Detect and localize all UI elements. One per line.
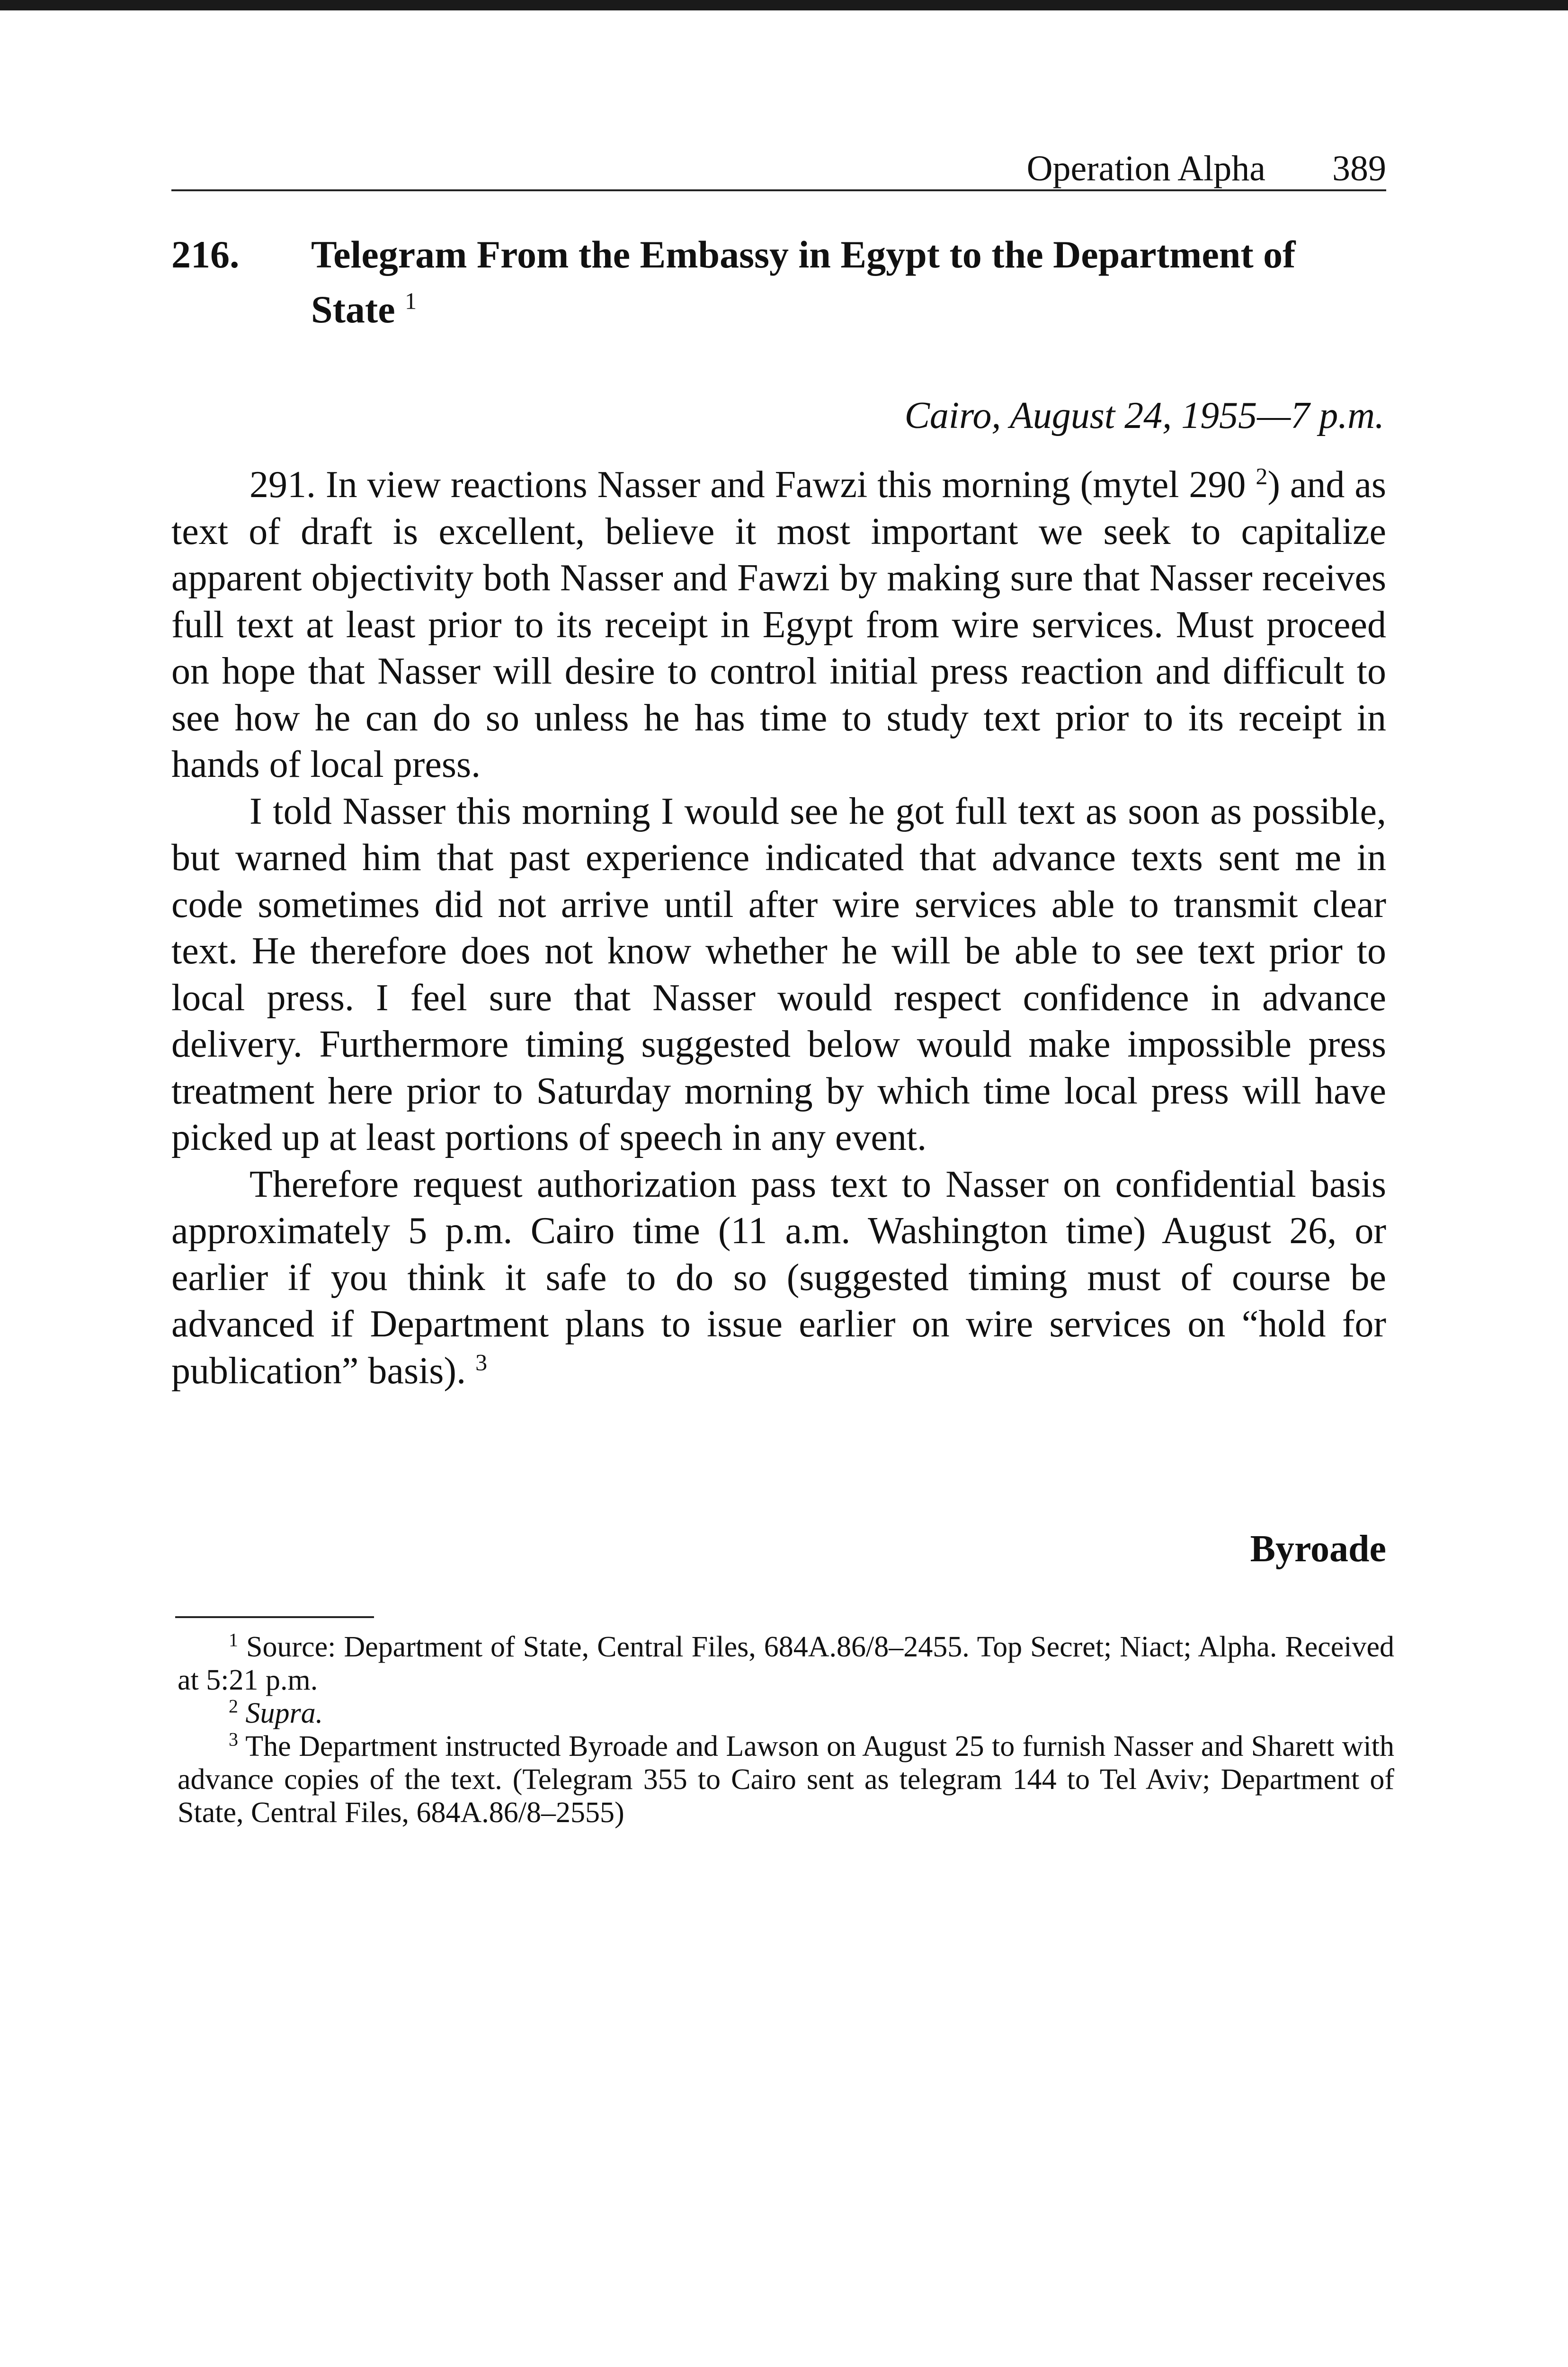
footnote	[178, 1697, 1394, 1730]
document-number: 216.	[171, 233, 240, 276]
footnote-text: The Department instructed Byroade and Lawson on August 25 to furnish Nasser and Sharett with advance copies of the text. (Telegram 355 to Cairo sent as telegram 144 to Tel Aviv; Department of State, Central Files, 684A.86/8–2555)	[178, 1730, 1394, 1829]
page-header	[171, 136, 1386, 191]
scan-edge	[0, 0, 1568, 10]
footnote-text: Supra.	[245, 1697, 323, 1729]
footnote-divider	[175, 1616, 374, 1618]
running-title: Operation Alpha	[1026, 149, 1265, 188]
footnote-marker: 2	[229, 1695, 238, 1717]
body-paragraph-text: ) and as text of draft is excellent, believe it most important we seek to capitalize apparent objectivity both Nasser and Fawzi by making sure that Nasser receives full text at least prior to its receipt in Egypt from wire services. Must proceed on hope that Nasser will desire to control initial press reaction and difficult to see how he can do so unless he has time to study text prior to its receipt in hands of local press.	[171, 464, 1387, 785]
footnote-reference: 3	[475, 1348, 488, 1375]
footnote-marker: 1	[229, 1629, 238, 1651]
body-paragraph	[171, 1161, 1386, 1395]
footnote-text: Source: Department of State, Central Files, 684A.86/8–2455. Top Secret; Niact; Alpha. Received at 5:21 p.m.	[178, 1631, 1394, 1696]
body-paragraph-text: Therefore request authorization pass text to Nasser on confidential basis approximately 5 p.m. Cairo time (11 a.m. Washington time) August 26, or earlier if you think it safe to do so (suggested timing must of course be advanced if Department plans to issue earlier on wire services on “hold for publication” basis).	[171, 1163, 1386, 1392]
footnote	[178, 1730, 1394, 1829]
footnote	[178, 1630, 1394, 1697]
document-title	[311, 227, 1343, 337]
body-paragraph-text: 291. In view reactions Nasser and Fawzi this morning (mytel 290	[249, 464, 1246, 506]
footnote-reference: 1	[405, 287, 417, 314]
document-heading	[171, 227, 1386, 337]
dateline: Cairo, August 24, 1955—7 p.m.	[904, 395, 1384, 436]
body-paragraph	[171, 462, 1386, 788]
document-title-text: Telegram From the Embassy in Egypt to the Department of State	[311, 233, 1296, 331]
footnote-marker: 3	[229, 1728, 238, 1750]
page-number: 389	[1332, 149, 1386, 188]
telegram-body	[171, 462, 1386, 1394]
footnotes	[178, 1630, 1394, 1829]
signature: Byroade	[1250, 1528, 1386, 1570]
footnote-reference: 2	[1256, 463, 1268, 489]
body-paragraph: I told Nasser this morning I would see he got full text as soon as possible, but warned him that past experience indicated that advance texts sent me in code sometimes did not arrive until after wire services able to transmit clear text. He therefore does not know whether he will be able to see text prior to local press. I feel sure that Nasser would respect confidence in advance delivery. Furthermore timing suggested below would make impossible press treatment here prior to Saturday morning by which time local press will have picked up at least portions of speech in any event.	[171, 790, 1386, 1158]
